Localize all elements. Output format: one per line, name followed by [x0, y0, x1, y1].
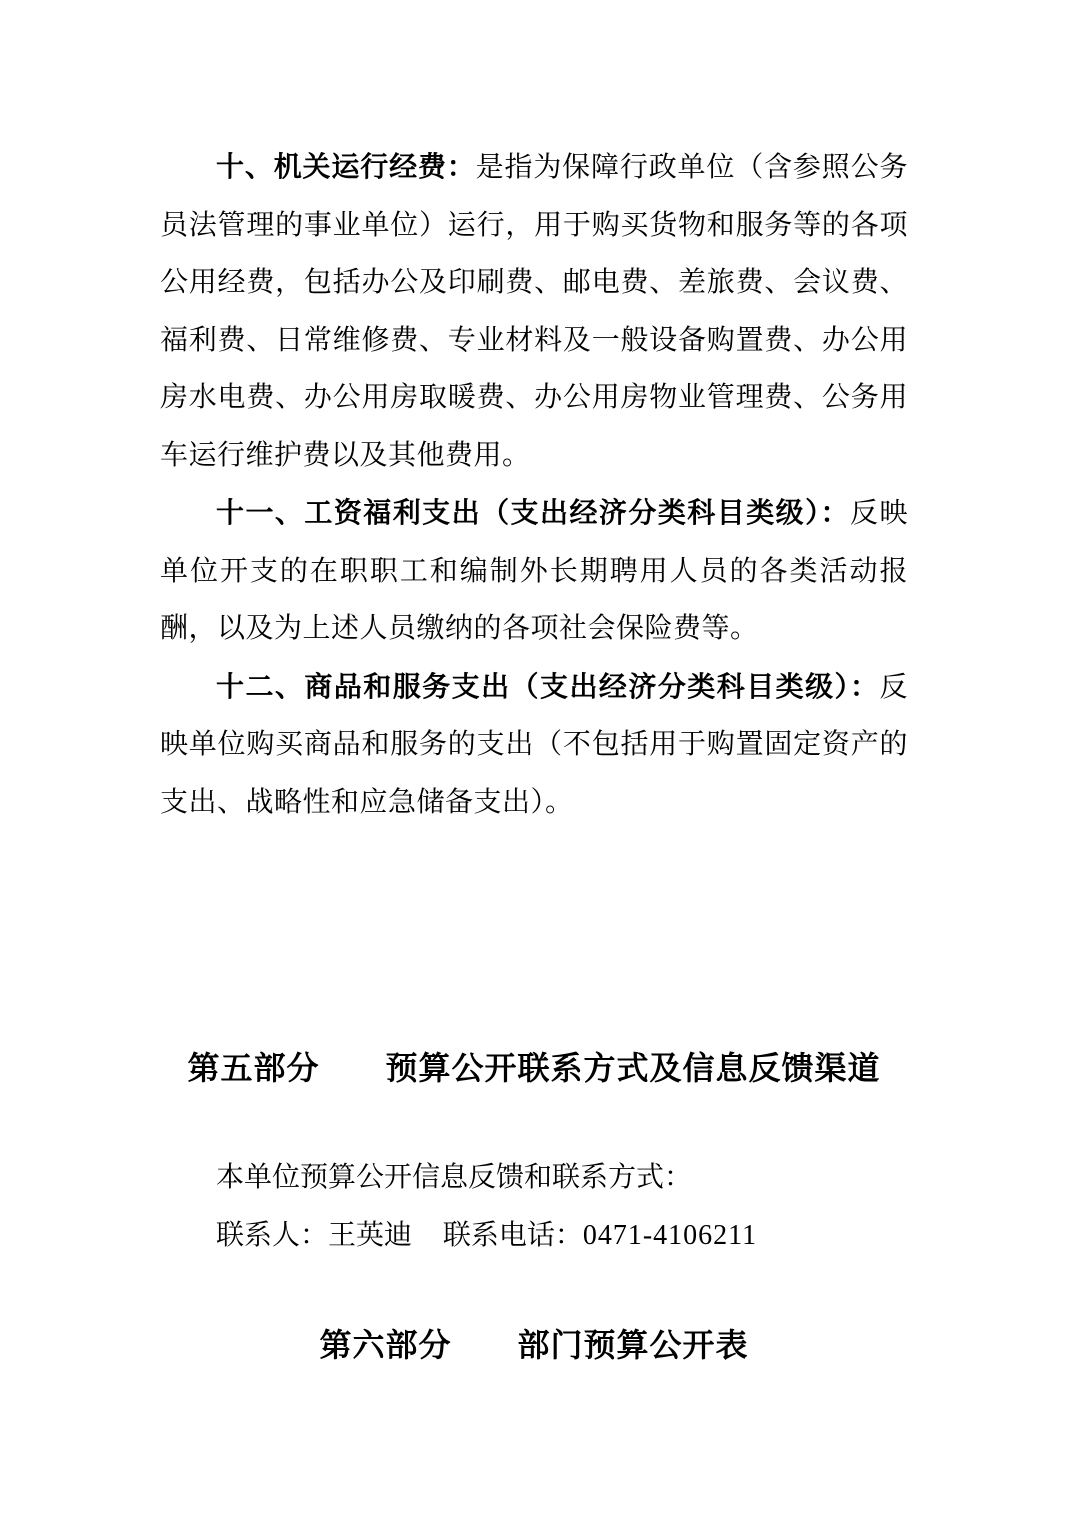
contact-intro: 本单位预算公开信息反馈和联系方式：: [216, 1162, 693, 1193]
contact-person-name: 王英迪: [328, 1219, 413, 1251]
contact-block: [160, 1149, 908, 1264]
glossary-definition: 是指为保障行政单位（含参照公务员法管理的事业单位）运行，用于购买货物和服务等的各项公用经费，包括办公及印刷费、邮电费、差旅费、会议费、福利费、日常维修费、专业材料及一般设备购置费、办公用房水电费、办公用房取暖费、办公用房物业管理费、公务用车运行维护费以及其他费用。: [160, 152, 908, 471]
contact-person-label: 联系人：: [216, 1219, 329, 1251]
section-six-heading: 第六部分 部门预算公开表: [319, 1327, 749, 1363]
glossary-item-10: [160, 138, 908, 484]
contact-line: [160, 1207, 908, 1265]
glossary-item-11: [160, 484, 908, 658]
glossary-term: 十、机关运行经费：: [216, 151, 476, 182]
section-five-heading: 第五部分 预算公开联系方式及信息反馈渠道: [187, 1050, 881, 1086]
glossary-term: 十二、商品和服务支出（支出经济分类科目类级）：: [216, 670, 880, 702]
contact-phone-number: 0471-4106211: [582, 1219, 758, 1251]
glossary-term: 十一、工资福利支出（支出经济分类科目类级）：: [216, 497, 851, 528]
glossary-definition: 反映单位购买商品和服务的支出（不包括用于购置固定资产的支出、战略性和应急储备支出）。: [160, 671, 908, 818]
glossary-item-12: [160, 658, 908, 832]
glossary-definition: 反映单位开支的在职职工和编制外长期聘用人员的各类活动报酬，以及为上述人员缴纳的各项社会保险费等。: [160, 498, 908, 644]
contact-phone-label: 联系电话：: [442, 1219, 583, 1251]
